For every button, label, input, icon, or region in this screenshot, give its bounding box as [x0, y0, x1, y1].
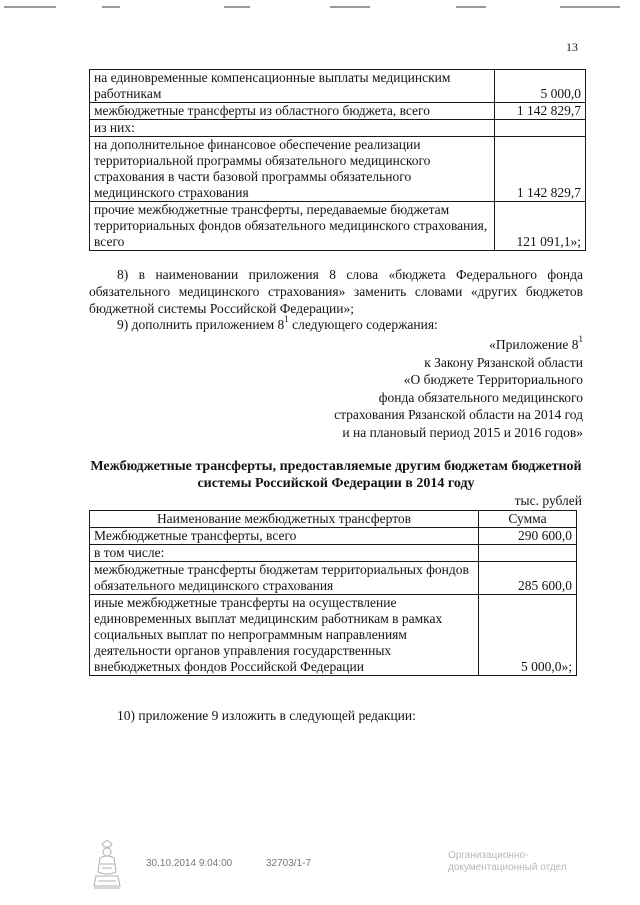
footer-timestamp: 30.10.2014 9:04:00	[146, 858, 233, 869]
row-text: Межбюджетные трансферты, всего	[90, 528, 479, 545]
row-text: межбюджетные трансферты из областного бюджета, всего	[90, 103, 495, 120]
amendment-item-9	[89, 316, 583, 333]
page-number: 13	[566, 40, 578, 54]
row-text: на дополнительное финансовое обеспечение реализации территориальной программы обязательного медицинского страхования в части базовой программы обязательного медицинского страхования	[90, 137, 495, 202]
row-amount: 1 142 829,7	[495, 137, 586, 202]
row-amount: 285 600,0	[479, 562, 577, 595]
row-amount: 1 142 829,7	[495, 103, 586, 120]
item-9-text: 9) дополнить приложением 8	[117, 317, 285, 332]
appendix-line: страхования Рязанской области на 2014 год	[334, 407, 583, 422]
appendix-heading: Межбюджетные трансферты, предоставляемые другим бюджетам бюджетной системы Российской Федерации в 2014 году	[90, 459, 582, 491]
table-row	[90, 137, 586, 202]
appendix-line: к Закону Рязанской области	[424, 354, 583, 370]
row-text: прочие межбюджетные трансферты, передаваемые бюджетам территориальных фондов обязательного медицинского страхования, всего	[90, 202, 495, 251]
coat-of-arms-icon	[90, 838, 124, 892]
stamp-line: документационный отдел	[448, 862, 567, 873]
appendix-line	[334, 336, 583, 354]
department-stamp	[448, 850, 567, 874]
scan-artifact	[4, 6, 56, 8]
row-text: иные межбюджетные трансферты на осуществление единовременных выплат медицинским работникам в рамках социальных выплат по непрограммным направлениям деятельности органов управления государственных внебюджетных фондов Российской Федерации	[90, 595, 479, 676]
scan-artifact	[560, 6, 620, 8]
row-amount	[479, 545, 577, 562]
row-amount: 5 000,0	[495, 70, 586, 103]
table-header-row	[90, 511, 577, 528]
appendix-line: «О бюджете Территориального	[403, 372, 583, 387]
column-header-amount: Сумма	[479, 511, 577, 528]
units-label: тыс. рублей	[514, 493, 582, 508]
superscript: 1	[578, 334, 583, 344]
scan-artifact	[102, 6, 120, 8]
appendix-title: «Приложение 8	[489, 337, 579, 352]
scan-artifact	[456, 6, 486, 8]
row-amount: 290 600,0	[479, 528, 577, 545]
budget-transfers-table-continued	[89, 69, 586, 251]
appendix-reference	[334, 336, 583, 441]
row-amount	[495, 120, 586, 137]
row-amount: 121 091,1»;	[495, 202, 586, 251]
row-amount: 5 000,0»;	[479, 595, 577, 676]
appendix-line: и на плановый период 2015 и 2016 годов»	[342, 424, 583, 440]
appendix-line: фонда обязательного медицинского	[378, 389, 583, 405]
item-9-text-end: следующего содержания:	[288, 317, 438, 332]
row-text: в том числе:	[90, 545, 479, 562]
scan-artifact	[330, 6, 370, 8]
column-header-name: Наименование межбюджетных трансфертов	[90, 511, 479, 528]
row-text: межбюджетные трансферты бюджетам территориальных фондов обязательного медицинского страхования	[90, 562, 479, 595]
table-row	[90, 202, 586, 251]
superscript: 1	[284, 314, 289, 324]
table-row	[90, 103, 586, 120]
table-row	[90, 562, 577, 595]
row-text: из них:	[90, 120, 495, 137]
amendment-item-8: 8) в наименовании приложения 8 слова «бюджета Федерального фонда обязательного медицинского страхования» заменить словами «других бюджетов бюджетной системы Российской Федерации»;	[89, 267, 583, 316]
amendment-item-10: 10) приложение 9 изложить в следующей редакции:	[117, 708, 416, 723]
footer-document-ref: 32703/1-7	[266, 858, 312, 869]
table-row	[90, 70, 586, 103]
table-row	[90, 595, 577, 676]
table-row	[90, 528, 577, 545]
scan-artifact	[224, 6, 250, 8]
interbudget-transfers-table	[89, 510, 577, 676]
table-row	[90, 545, 577, 562]
row-text: на единовременные компенсационные выплаты медицинским работникам	[90, 70, 495, 103]
stamp-line: Организационно-	[448, 850, 529, 861]
table-row	[90, 120, 586, 137]
